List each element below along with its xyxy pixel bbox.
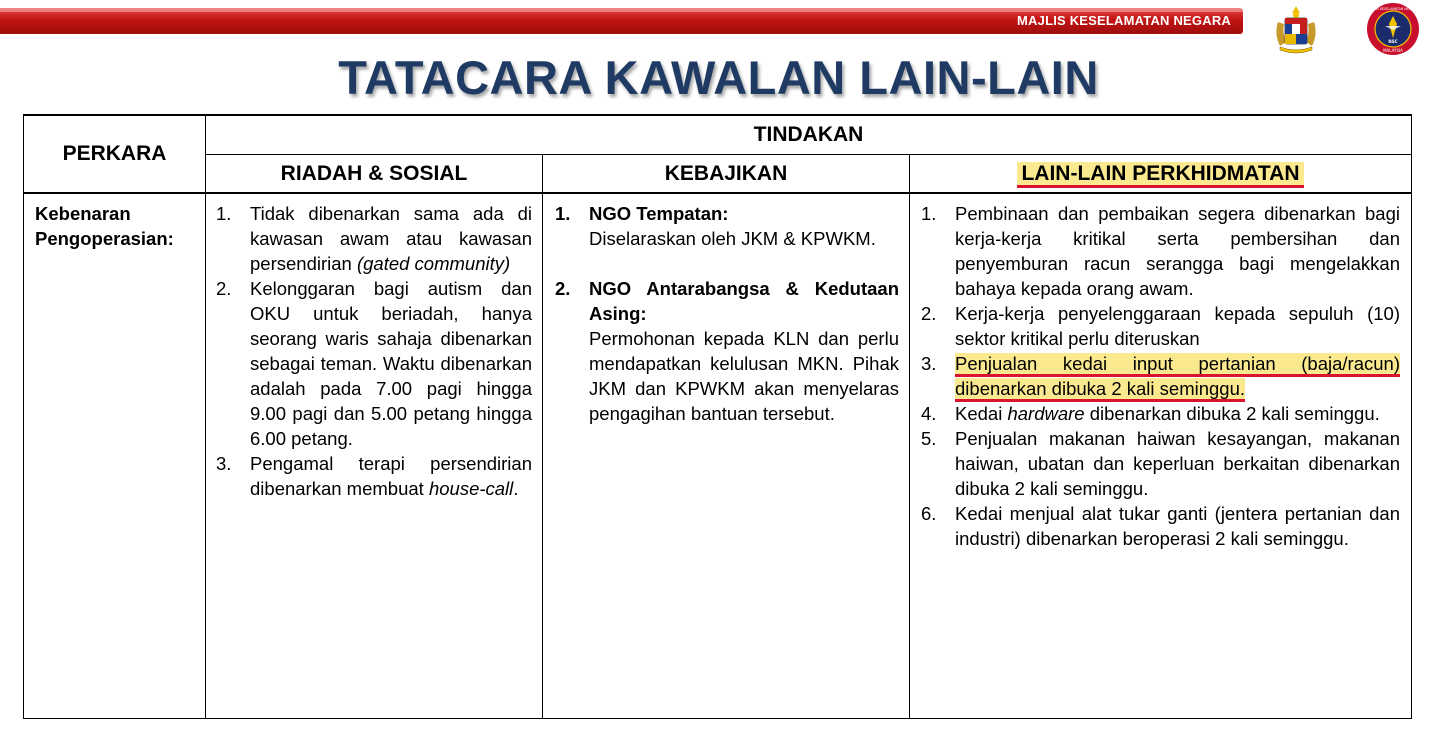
lainlain-item-text-tail: dibenarkan dibuka 2 kali seminggu. [1084,403,1380,424]
table-border-top [23,114,1412,116]
kebajikan-item-number: 2. [555,278,571,299]
nsc-logo-text-top: MAJLIS KESELAMATAN NEGARA [1368,7,1418,11]
lainlain-item-6 [921,501,1400,551]
header-perkara: PERKARA [62,142,167,165]
riadah-item-number: 2. [216,278,232,299]
lainlain-item-text-part: Kedai [955,403,1008,424]
riadah-list [216,201,532,501]
riadah-item-text-italic: house-call [428,478,514,499]
kebajikan-item-title: NGO Tempatan: [589,203,729,224]
kebajikan-item-text: Permohonan kepada KLN dan perlu mendapatkan kelulusan MKN. Pihak JKM dan KPWKM akan menyelaras pengagihan bantuan tersebut. [589,328,899,424]
lainlain-item-text [955,428,1400,499]
table-header-bottom [23,192,1412,194]
riadah-item-text-tail: . [513,478,519,499]
kebajikan-items [555,201,899,426]
lainlain-item-text-part: Kerja-kerja penyelenggaraan kepada sepuluh (10) sektor kritikal perlu diteruskan [955,303,1400,349]
lainlain-item-text [955,353,1400,402]
kebajikan-item-1 [555,201,899,251]
lainlain-item-number: 3. [921,353,937,374]
riadah-item-text-part: Kelonggaran bagi autism dan OKU untuk beriadah, hanya seorang waris sahaja dibenarkan sebagai teman. Waktu dibenarkan adalah pada 7.00 pagi hingga 9.00 pagi dan 5.00 petang hingga 6.00 petang. [250,278,532,449]
table-border-right [1411,114,1412,719]
riadah-item-text [250,278,532,449]
riadah-item-2 [216,276,532,451]
kebajikan-item-2 [555,276,899,426]
lainlain-item-4 [921,401,1400,426]
table-header-subdivider [206,154,1412,155]
lainlain-item-3 [921,351,1400,401]
organization-name: MAJLIS KESELAMATAN NEGARA [1017,13,1231,28]
lainlain-item-text-part: Kedai menjual alat tukar ganti (jentera pertanian dan industri) dibenarkan beroperasi 2 kali seminggu. [955,503,1400,549]
lainlain-item-number: 2. [921,303,937,324]
table-divider-perkara [205,114,206,719]
lainlain-item-number: 5. [921,428,937,449]
kebajikan-item-title: NGO Antarabangsa & Kedutaan Asing: [589,278,899,324]
kebajikan-item-number: 1. [555,203,571,224]
lainlain-item-text-part: Penjualan kedai input pertanian (baja/racun) dibenarkan dibuka 2 kali seminggu. [955,353,1400,399]
riadah-item-text [250,203,532,274]
lainlain-item-text [955,403,1380,424]
header-lain-lain-perkhidmatan [910,162,1411,186]
lainlain-item-text-part: Pembinaan dan pembaikan segera dibenarkan bagi kerja-kerja kritikal serta pembersihan dan penyemburan racun serangga bagi mengelakkan bahaya kepada orang awam. [955,203,1400,299]
lainlain-item-number: 6. [921,503,937,524]
table-border-left [23,114,24,719]
lainlain-item-1 [921,201,1400,301]
riadah-items [216,201,532,501]
header-kebajikan: KEBAJIKAN [664,162,788,185]
table-divider-kebajikan [909,154,910,719]
riadah-item-text [250,453,532,499]
lainlain-item-2 [921,301,1400,351]
header-tindakan: TINDAKAN [753,123,864,146]
table-divider-riadah [542,154,543,719]
lainlain-item-5 [921,426,1400,501]
lainlain-list [921,201,1400,551]
nsc-logo-text-bottom: MALAYSIA [1383,48,1403,53]
riadah-item-text-part: Tidak dibenarkan sama ada di kawasan awam atau kawasan persendirian [250,203,532,274]
riadah-item-number: 1. [216,203,232,224]
header-lain-lain-highlight: LAIN-LAIN PERKHIDMATAN [1017,162,1303,188]
riadah-item-number: 3. [216,453,232,474]
kebajikan-item-text: Diselaraskan oleh JKM & KPWKM. [589,228,876,249]
lainlain-item-number: 1. [921,203,937,224]
row-label-kebenaran: Kebenaran Pengoperasian: [35,203,174,249]
table-border-bottom [23,718,1412,719]
kebajikan-list [555,201,899,426]
nsc-logo-text-mid: NSC [1388,39,1398,44]
lainlain-item-text [955,303,1400,349]
lainlain-item-text-italic: hardware [1007,403,1085,424]
lainlain-item-text-part: Penjualan makanan haiwan kesayangan, makanan haiwan, ubatan dan keperluan berkaitan dibenarkan dibuka 2 kali seminggu. [955,428,1400,499]
lainlain-items [921,201,1400,551]
riadah-item-text-part: Pengamal terapi persendirian dibenarkan membuat [250,453,532,499]
riadah-item-1 [216,201,532,276]
riadah-item-text-italic: (gated community) [356,253,511,274]
header-riadah-sosial: RIADAH & SOSIAL [280,162,468,185]
lainlain-item-text [955,203,1400,299]
page-title: TATACARA KAWALAN LAIN-LAIN [338,51,1099,104]
lainlain-item-number: 4. [921,403,937,424]
riadah-item-3 [216,451,532,501]
lainlain-item-text [955,503,1400,549]
